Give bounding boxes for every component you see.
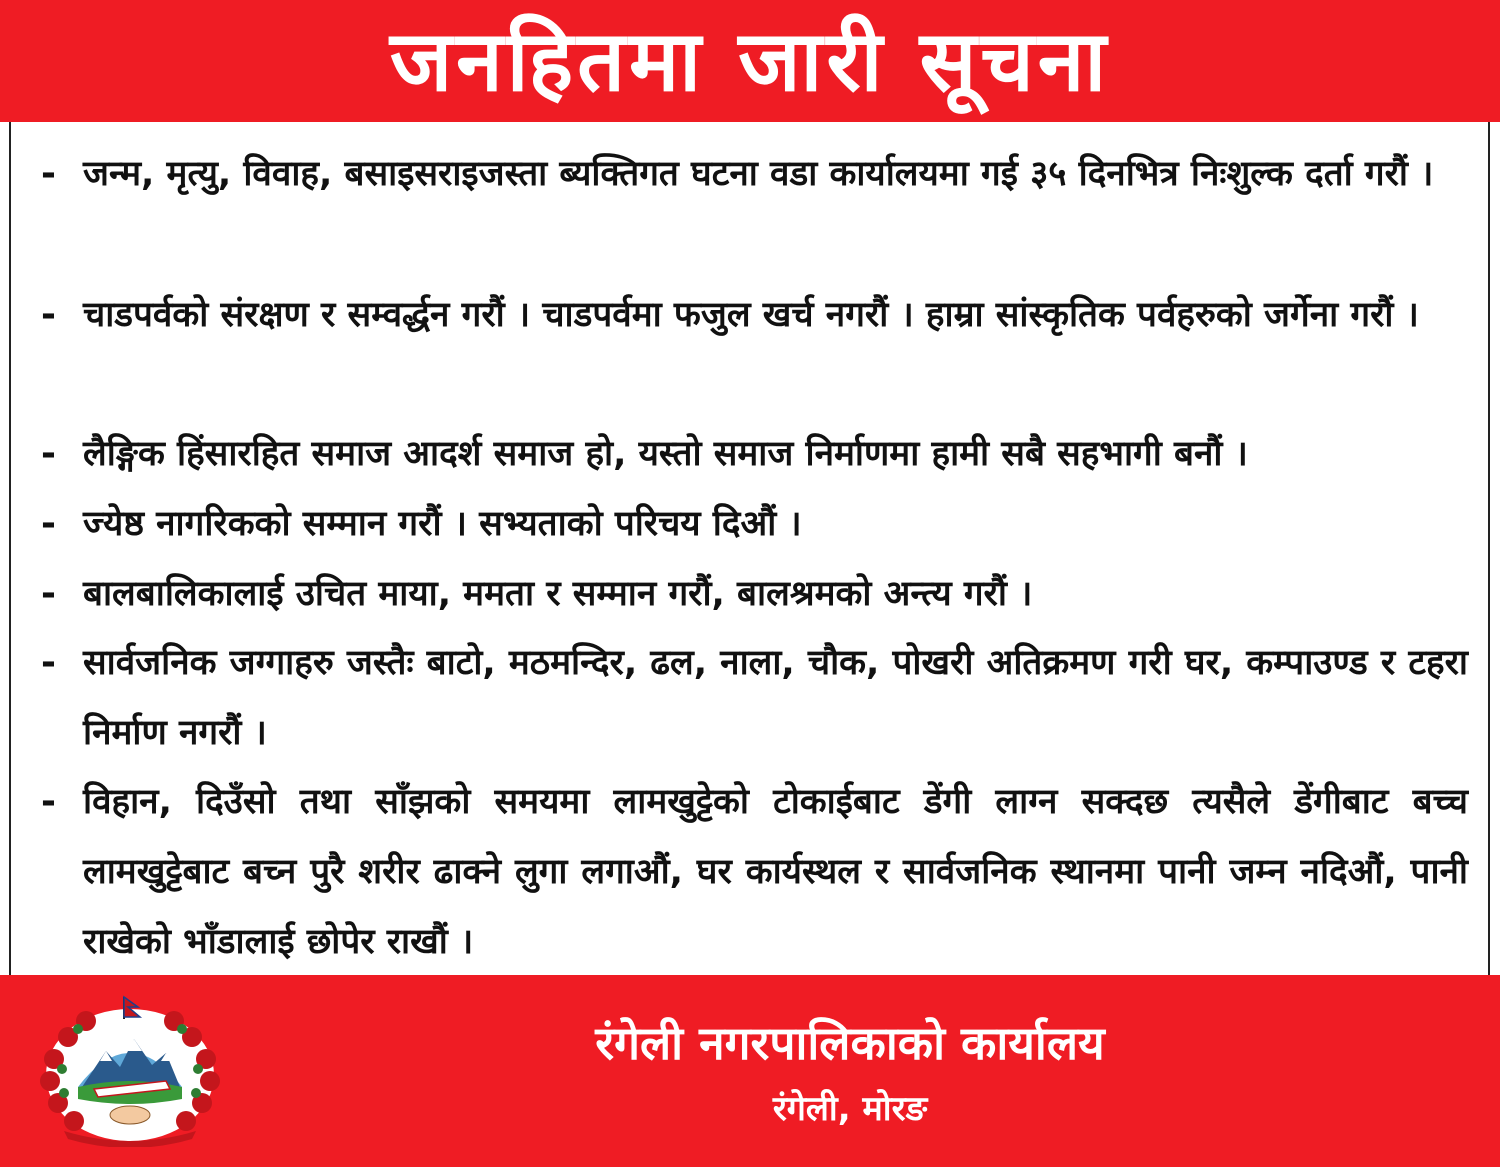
- bullet-dash: -: [41, 503, 56, 544]
- bullet-dash: -: [41, 781, 56, 822]
- notice-title: जनहितमा जारी सूचना: [389, 12, 1111, 110]
- notice-text: ज्येष्ठ नागरिकको सम्मान गरौं । सभ्यताको परिचय दिऔं ।: [83, 504, 802, 544]
- bullet-dash: -: [41, 294, 56, 335]
- notice-body: [11, 122, 1488, 975]
- nepal-emblem-icon: [34, 989, 226, 1147]
- notice-text: चाडपर्वको संरक्षण र सम्वर्द्धन गरौं । चाडपर्वमा फजुल खर्च नगरौं । हाम्रा सांस्कृतिक पर्वहरुको जर्गेना गरौं ।: [83, 295, 1419, 335]
- notice-text: लैङ्गिक हिंसारहित समाज आदर्श समाज हो, यस्तो समाज निर्माणमा हामी सबै सहभागी बनौं ।: [83, 434, 1248, 474]
- notice-text: बालबालिकालाई उचित माया, ममता र सम्मान गरौं, बालश्रमको अन्त्य गरौं ।: [83, 574, 1033, 614]
- notice-text: विहान, दिउँसो तथा साँझको समयमा लामखुट्टेको टोकाईबाट डेंगी लाग्न सक्दछ त्यसैले डेंगीबाट बच्च लामखुट्टेबाट बच्न पुरै शरीर ढाक्ने लुगा लगाऔं, घर कार्यस्थल र सार्वजनिक स्थानमा पानी जम्न नदिऔं, पानी राखेको भाँडालाई छोपेर राखौं ।: [83, 782, 1468, 962]
- frame-border-right: [1488, 122, 1490, 975]
- bullet-dash: -: [41, 433, 56, 474]
- office-name: रंगेली नगरपालिकाको कार्यालय: [595, 1016, 1105, 1070]
- notice-header: [0, 0, 1500, 122]
- office-address: रंगेली, मोरङ: [772, 1089, 928, 1129]
- bullet-dash: -: [41, 573, 56, 614]
- notice-text: सार्वजनिक जग्गाहरु जस्तैः बाटो, मठमन्दिर, ढल, नाला, चौक, पोखरी अतिक्रमण गरी घर, कम्पाउण्ड र टहरा निर्माण नगरौं ।: [83, 643, 1468, 753]
- bullet-dash: -: [41, 642, 56, 683]
- office-footer: [0, 975, 1500, 1167]
- bullet-dash: -: [41, 153, 56, 194]
- notice-text: जन्म, मृत्यु, विवाह, बसाइसराइजस्ता ब्यक्तिगत घटना वडा कार्यालयमा गई ३५ दिनभित्र निःशुल्क दर्ता गरौं ।: [83, 154, 1434, 194]
